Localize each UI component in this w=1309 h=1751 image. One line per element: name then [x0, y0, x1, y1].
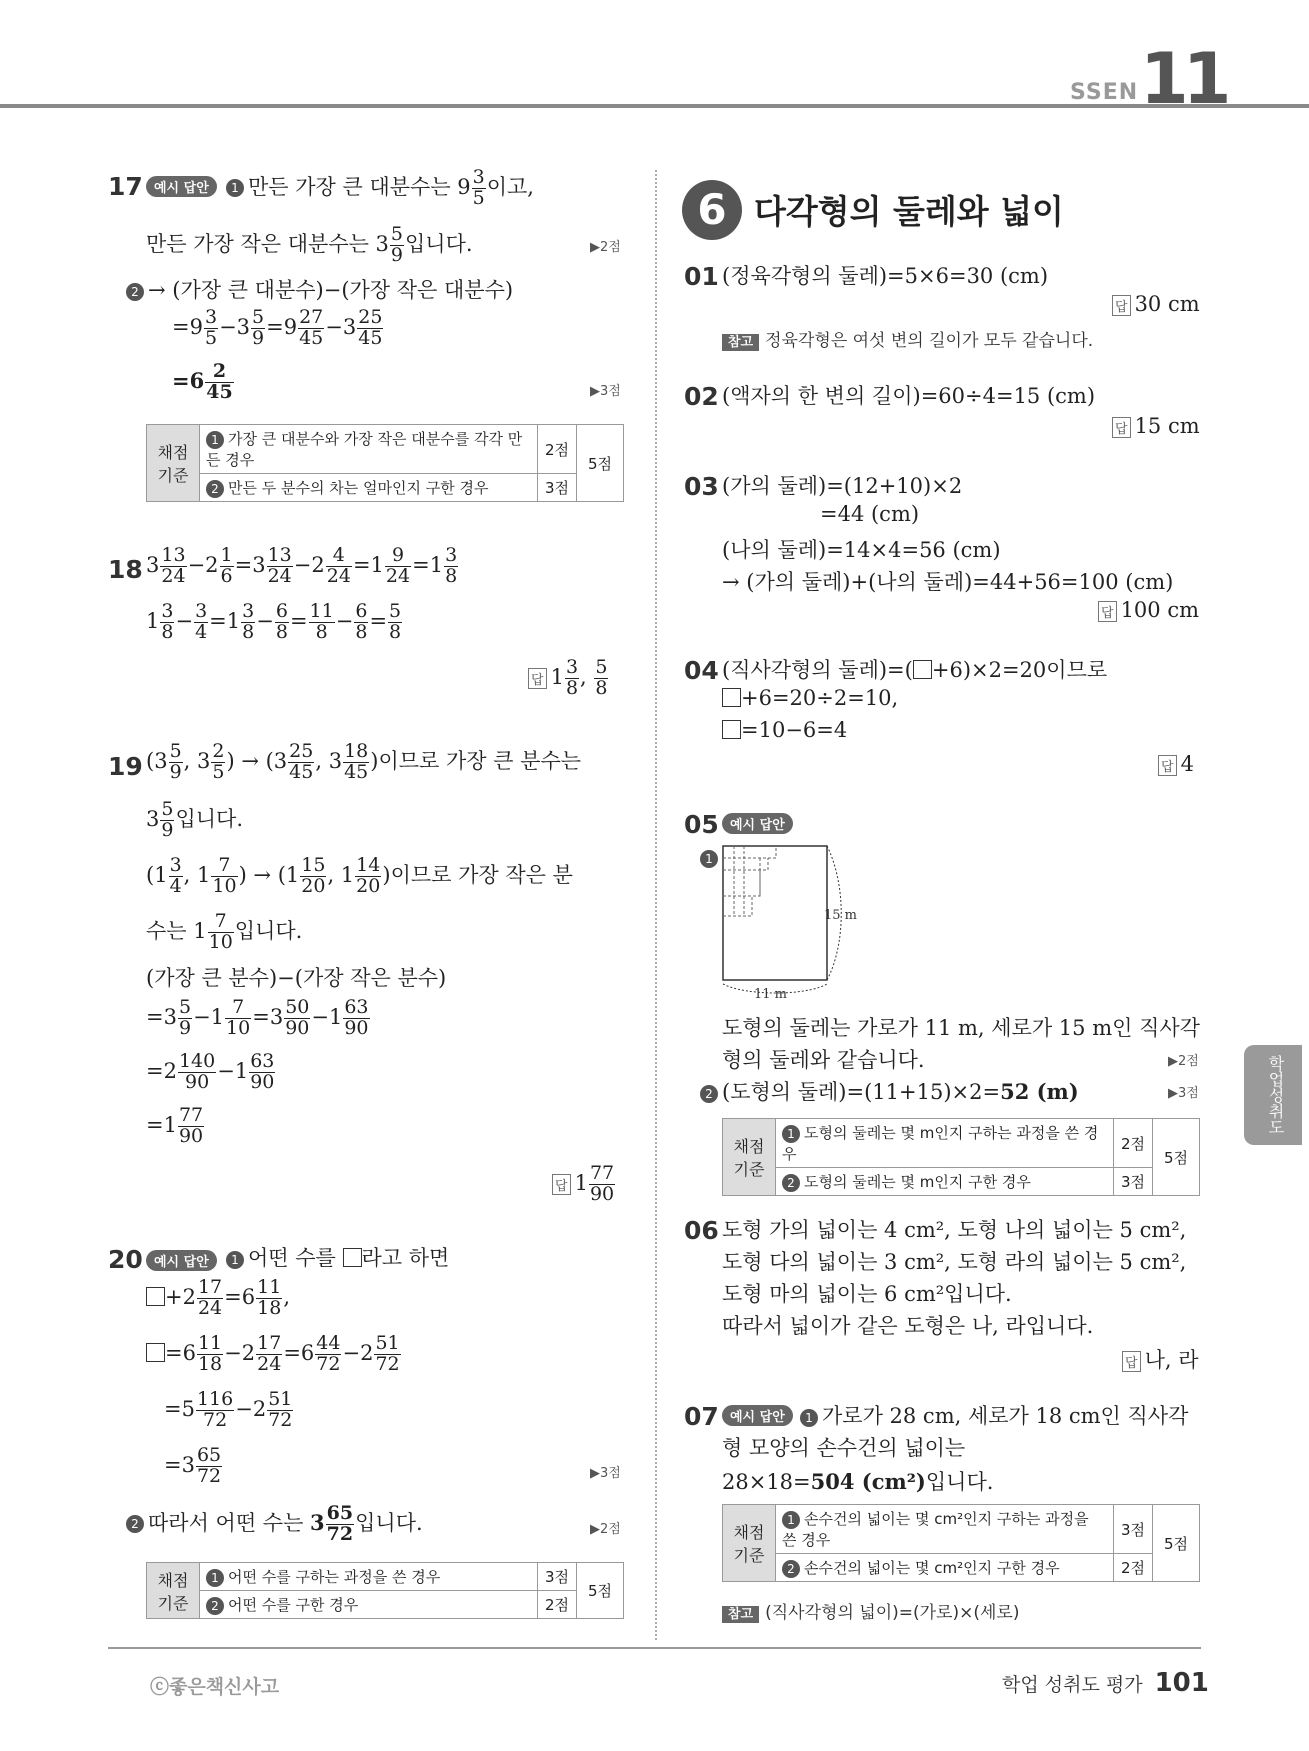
example-badge: 예시 답안 — [146, 1250, 217, 1271]
r01-number: 01 — [684, 262, 719, 291]
r07-line3: 28×18=504 (cm²)입니다. — [722, 1469, 994, 1494]
section-title: 다각형의 둘레와 넓이 — [754, 192, 1064, 231]
q19-line2: 3 $\frac{5}{9}$ 입니다. — [146, 798, 244, 841]
q19-line4: 수는 1 $\frac{7}{10}$ 입니다. — [146, 910, 303, 953]
section-number: 6 — [682, 180, 742, 240]
q20-line2: +2 $\frac{17}{24}$ =6 $\frac{11}{18}$ , — [146, 1278, 290, 1319]
r05-line3: 2 (도형의 둘레)=(11+15)×2=52 (m) — [700, 1076, 1079, 1106]
r04-number: 04 — [684, 656, 719, 685]
r07-criteria: 채점 기준 1 손수건의 넓이는 몇 cm²인지 구하는 과정을 쓴 경우 3점 5점 2 손수건의 넓이는 몇 cm²인지 구한 경우 2점 — [722, 1504, 1200, 1582]
q20-number: 20 — [108, 1245, 143, 1274]
r03-line4: → (가의 둘레)+(나의 둘레)=44+56=100 (cm) — [722, 570, 1174, 594]
q18-number: 18 — [108, 555, 143, 584]
step1-marker: 1 — [700, 848, 722, 868]
r05-number: 05 — [684, 810, 719, 839]
q17-number: 17 — [108, 172, 143, 201]
q18-line2: 1 $\frac{3}{8}$ − $\frac{3}{4}$ =1 $\frac{3}{8}$ − $\frac{6}{8}$ = $\frac{11}{8}$ − $\frac{6}{8}$ = $\frac{5}{8}$ — [146, 600, 402, 643]
q19-line1: (3 $\frac{5}{9}$ , 3 $\frac{2}{5}$ ) → (3 $\frac{25}{45}$ , 3 $\frac{18}{45}$ )이므로 가장 큰 분수는 — [146, 740, 582, 783]
r06-number: 06 — [684, 1216, 719, 1245]
example-badge: 예시 답안 — [146, 176, 217, 197]
r05-point1: ▶2점 — [1168, 1054, 1199, 1069]
q17-criteria: 채점 기준 1 가장 큰 대분수와 가장 작은 대분수를 각각 만든 경우 2점 5점 2 만든 두 분수의 차는 얼마인지 구한 경우 3점 — [146, 424, 624, 502]
q20-line4: =5 $\frac{116}{72}$ −2 $\frac{51}{72}$ — [164, 1388, 293, 1431]
r03-number: 03 — [684, 472, 719, 501]
q18-line1: 3 $\frac{13}{24}$ −2 $\frac{1}{6}$ =3 $\frac{13}{24}$ −2 $\frac{4}{24}$ =1 $\frac{9}{24}$ =1 $\frac{3}{8}$ — [146, 544, 458, 587]
r03-line2: =44 (cm) — [820, 502, 920, 526]
q19-line5: (가장 큰 분수)−(가장 작은 분수) — [146, 966, 447, 990]
q20-line5: =3 $\frac{65}{72}$ — [164, 1444, 222, 1487]
q20-line6: 2 따라서 어떤 수는 3 $\frac{65}{72}$ 입니다. — [126, 1504, 423, 1545]
r01-note: 참고 정육각형은 여섯 변의 길이가 모두 같습니다. — [722, 326, 1093, 351]
q19-number: 19 — [108, 752, 143, 781]
footer-title: 학업 성취도 평가 — [1002, 1674, 1143, 1696]
r07-note: 참고 (직사각형의 넓이)=(가로)×(세로) — [722, 1598, 1019, 1623]
r03-line1: (가의 둘레)=(12+10)×2 — [722, 474, 963, 498]
r02-number: 02 — [684, 382, 719, 411]
r03-line3: (나의 둘레)=14×4=56 (cm) — [722, 538, 1001, 562]
r05-criteria: 채점 기준 1 도형의 둘레는 몇 m인지 구하는 과정을 쓴 경우 2점 5점 2 도형의 둘레는 몇 m인지 구한 경우 3점 — [722, 1118, 1200, 1196]
r01-line: (정육각형의 둘레)=5×6=30 (cm) — [722, 264, 1049, 288]
r05-point2: ▶3점 — [1168, 1086, 1199, 1101]
staircase-figure — [716, 844, 858, 1004]
r04-line3: =10−6=4 — [722, 718, 847, 742]
r01-answer: 답 30 cm — [1112, 292, 1200, 316]
figure-height-label: 15 m — [824, 908, 858, 923]
q17-line2: 만든 가장 작은 대분수는 3 $\frac{5}{9}$ 입니다. — [146, 223, 473, 266]
figure-width-label: 11 m — [754, 987, 788, 1002]
column-divider — [655, 170, 657, 1640]
q20-criteria: 채점 기준 1 어떤 수를 구하는 과정을 쓴 경우 3점 5점 2 어떤 수를 구한 경우 2점 — [146, 1562, 624, 1619]
q19-line6: =3 $\frac{5}{9}$ −1 $\frac{7}{10}$ =3 $\frac{50}{90}$ −1 $\frac{63}{90}$ — [146, 996, 369, 1039]
footer-rule — [108, 1647, 1201, 1649]
r06-line2: 도형 다의 넓이는 3 cm², 도형 라의 넓이는 5 cm², — [722, 1250, 1187, 1274]
q20-point1: ▶3점 — [590, 1466, 621, 1481]
r06-line3: 도형 마의 넓이는 6 cm²입니다. — [722, 1282, 1012, 1306]
r06-line1: 도형 가의 넓이는 4 cm², 도형 나의 넓이는 5 cm², — [722, 1218, 1187, 1242]
r06-line4: 따라서 넓이가 같은 도형은 나, 라입니다. — [722, 1314, 1094, 1338]
q19-line8: =1 $\frac{77}{90}$ — [146, 1104, 204, 1147]
q18-answer: 답 1 $\frac{3}{8}$ , $\frac{5}{8}$ — [528, 658, 609, 699]
brand-number: 11 — [1140, 38, 1226, 120]
r05-line2: 형의 둘레와 같습니다. — [722, 1048, 925, 1072]
q17-line4: =9 $\frac{3}{5}$ −3 $\frac{5}{9}$ =9 $\frac{27}{45}$ −3 $\frac{25}{45}$ — [172, 306, 383, 349]
r04-answer: 답 4 — [1158, 752, 1194, 776]
r04-line2: +6=20÷2=10, — [722, 686, 898, 710]
q19-line3: (1 $\frac{3}{4}$ , 1 $\frac{7}{10}$ ) → (1 $\frac{15}{20}$ , 1 $\frac{14}{20}$ )이므로 가장 작은 분 — [146, 854, 573, 897]
q19-answer: 답 1 $\frac{77}{90}$ — [552, 1164, 616, 1205]
r07-line2: 형 모양의 손수건의 넓이는 — [722, 1436, 966, 1460]
side-tab[interactable]: 학업성취도 — [1244, 1045, 1302, 1145]
q17-line1: 1 만든 가장 큰 대분수는 9 $\frac{3}{5}$ 이고, — [226, 168, 534, 209]
page-footer — [1002, 1668, 1209, 1698]
brand-logo: SSEN — [1070, 80, 1139, 105]
r05-line1: 도형의 둘레는 가로가 11 m, 세로가 15 m인 직사각 — [722, 1016, 1200, 1040]
example-badge: 예시 답안 — [722, 813, 793, 834]
q17-answer: =6 $\frac{2}{45}$ — [172, 360, 233, 403]
r03-answer: 답 100 cm — [1098, 598, 1199, 622]
r07-number: 07 — [684, 1402, 719, 1431]
r07-line1: 1 가로가 28 cm, 세로가 18 cm인 직사각 — [800, 1400, 1188, 1430]
q17-line3: 2 → (가장 큰 대분수)−(가장 작은 대분수) — [126, 274, 513, 304]
r02-line: (액자의 한 변의 길이)=60÷4=15 (cm) — [722, 384, 1096, 408]
q20-point2: ▶2점 — [590, 1522, 621, 1537]
r06-answer: 답 나, 라 — [1122, 1344, 1199, 1374]
q20-line1: 1 어떤 수를 라고 하면 — [226, 1242, 449, 1272]
r04-line1: (직사각형의 둘레)=( +6)×2=20이므로 — [722, 658, 1108, 682]
r02-answer: 답 15 cm — [1112, 414, 1200, 438]
page-number: 101 — [1154, 1668, 1209, 1698]
q19-line7: =2 $\frac{140}{90}$ −1 $\frac{63}{90}$ — [146, 1050, 275, 1093]
q20-line3: =6 $\frac{11}{18}$ −2 $\frac{17}{24}$ =6 $\frac{44}{72}$ −2 $\frac{51}{72}$ — [146, 1334, 402, 1375]
q17-point2: ▶3점 — [590, 384, 621, 399]
publisher: ⓒ좋은책신사고 — [150, 1676, 280, 1698]
q17-point1: ▶2점 — [590, 240, 621, 255]
example-badge: 예시 답안 — [722, 1405, 793, 1426]
